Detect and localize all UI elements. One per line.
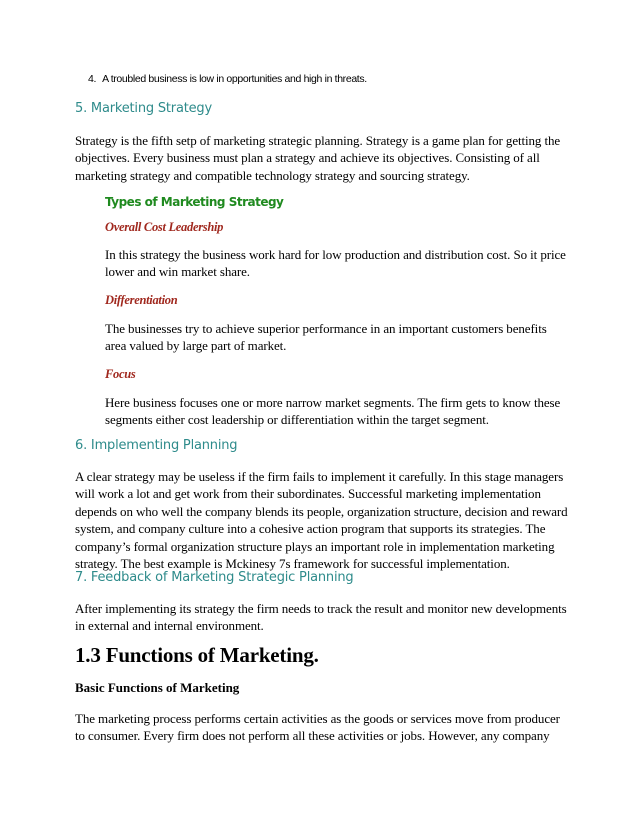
section-1-3-paragraph xyxy=(75,710,570,745)
paragraph-line: to consumer. Every firm does not perform all these activities or jobs. However, any company xyxy=(75,728,550,744)
numbered-list-item xyxy=(88,73,367,85)
list-number: 4. xyxy=(88,73,97,85)
paragraph-line: In this strategy the business work hard for low production and distribution cost. So it price xyxy=(105,247,566,262)
paragraph-line: marketing strategy and compatible technology strategy and sourcing strategy. xyxy=(75,167,470,183)
paragraph-line: objectives. Every business must plan a strategy and achieve its objectives. Consisting of all xyxy=(75,150,540,166)
section-7-heading: 7. Feedback of Marketing Strategic Planning xyxy=(75,570,354,585)
paragraph-line: segments either cost leadership or differentiation within the target segment. xyxy=(105,412,489,428)
paragraph-line: Strategy is the fifth setp of marketing strategic planning. Strategy is a game plan for getting the xyxy=(75,133,561,148)
section-6-paragraph xyxy=(75,468,570,572)
paragraph-line: depends on who well the company blends its people, organization structure, decision and reward xyxy=(75,503,568,519)
paragraph-line: The marketing process performs certain activities as the goods or services move from producer xyxy=(75,711,560,726)
cost-leadership-heading: Overall Cost Leadership xyxy=(105,220,224,234)
paragraph-line: area valued by large part of market. xyxy=(105,338,287,354)
paragraph-line: The businesses try to achieve superior performance in an important customers benefits xyxy=(105,321,547,336)
paragraph-line: in external and internal environment. xyxy=(75,618,264,634)
section-7-paragraph xyxy=(75,600,570,635)
section-5-paragraph xyxy=(75,132,570,184)
paragraph-line: After implementing its strategy the firm needs to track the result and monitor new developments xyxy=(75,601,567,616)
focus-heading: Focus xyxy=(105,367,136,381)
paragraph-line: company’s formal organization structure plays an important role in implementation marketing xyxy=(75,538,555,554)
paragraph-line: system, and company culture into a cohesive action program that supports its strategies. The xyxy=(75,521,546,537)
section-1-3-heading: 1.3 Functions of Marketing. xyxy=(75,643,319,667)
paragraph-line: strategy. The best example is Mckinesy 7s framework for successful implementation. xyxy=(75,556,510,572)
list-item-text: A troubled business is low in opportunities and high in threats. xyxy=(102,73,367,85)
paragraph-line: will work a lot and get work from their subordinates. Successful marketing implementation xyxy=(75,486,541,502)
cost-leadership-paragraph xyxy=(105,246,570,281)
basic-functions-subheading: Basic Functions of Marketing xyxy=(75,680,240,695)
paragraph-line: Here business focuses one or more narrow market segments. The firm gets to know these xyxy=(105,395,561,410)
paragraph-line: A clear strategy may be useless if the firm fails to implement it carefully. In this stage managers xyxy=(75,469,564,484)
section-6-heading: 6. Implementing Planning xyxy=(75,438,238,453)
paragraph-line: lower and win market share. xyxy=(105,264,250,280)
focus-paragraph xyxy=(105,394,570,429)
types-of-strategy-heading: Types of Marketing Strategy xyxy=(105,195,284,209)
differentiation-paragraph xyxy=(105,320,570,355)
section-5-heading: 5. Marketing Strategy xyxy=(75,101,212,116)
differentiation-heading: Differentiation xyxy=(105,293,178,307)
